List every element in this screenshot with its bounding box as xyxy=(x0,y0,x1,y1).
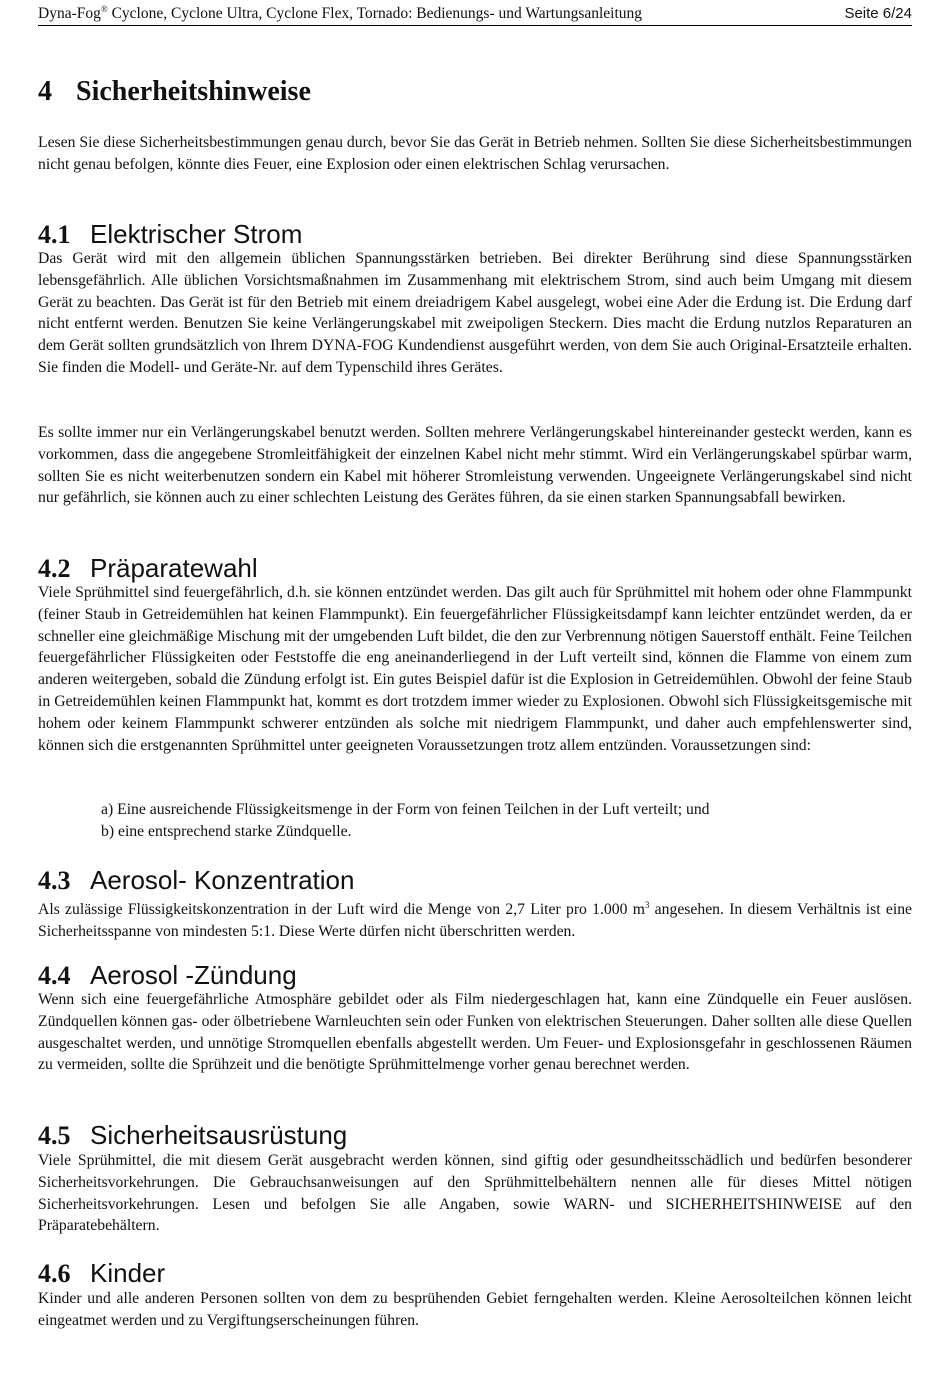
requirements-list xyxy=(101,799,710,843)
section-4-1-paragraph-2: Es sollte immer nur ein Verlängerungskabel benutzt werden. Sollten mehrere Verlängerungskabel hintereinander gesteckt werden, kann es vorkommen, dass die angegebene Stromleitfähigkeit der einzelnen Kabel nicht mehr stimmt. Wird ein Verlängerungskabel spürbar warm, sollten Sie es nicht weiterbenutzen sondern ein Kabel mit höherer Stromleistung verwenden. Ungeeignete Verlängerungskabel sind nicht nur gefährlich, sie können auch zu einer schlechten Leistung des Gerätes führen, da sie einen starken Spannungsabfall bewirken. xyxy=(38,424,912,507)
header-title: Dyna-Fog® Cyclone, Cyclone Ultra, Cyclone Flex, Tornado: Bedienungs- und Wartungsanleitung xyxy=(38,4,643,23)
section-4-1-paragraph-1: Das Gerät wird mit den allgemein üblichen Spannungsstärken betrieben. Bei direkter Berührung sind diese Spannungsstärken lebensgefährlich. Alle üblichen Vorsichtsmaßnahmen im Zusammenhang mit elektrischem Strom, sind auch beim Umgang mit diesem Gerät zu beachten. Das Gerät ist für den Betrieb mit einem dreiadrigem Kabel ausgelegt, wobei eine Ader die Erdung ist. Die Erdung darf nicht entfernt werden. Benutzen Sie keine Verlängerungskabel mit zweipoligen Steckern. Dies macht die Erdung nutzlos Reparaturen an dem Gerät sollten grundsätzlich von Ihrem DYNA-FOG Kundendienst ausgeführt werden, von dem Sie auch Original-Ersatzteile erhalten. Sie finden die Modell- und Geräte-Nr. auf dem Typenschild ihres Gerätes. xyxy=(38,250,912,376)
chapter-number: 4 xyxy=(38,76,52,107)
chapter-title: Sicherheitshinweise xyxy=(76,76,311,107)
page-number: Seite 6/24 xyxy=(844,5,912,23)
list-item: a) Eine ausreichende Flüssigkeitsmenge in der Form von feinen Teilchen in der Luft verteilt; und xyxy=(101,801,710,818)
chapter-heading xyxy=(38,76,311,108)
section-4-4-paragraph-1: Wenn sich eine feuergefährliche Atmosphäre gebildet oder als Film niedergeschlagen hat, kann eine Zündquelle ein Feuer auslösen. Zündquellen können gas- oder ölbetriebene Warnleuchten sein oder Funken von elektrischen Steuerungen. Daher sollten alle diese Quellen ausgeschaltet werden, und unnötige Stromquellen ebenfalls abgestellt werden. Um Feuer- und Explosionsgefahr in geschlossenen Räumen zu vermeiden, sollte die Sprühzeit und die benötigte Sprühmittelmenge vorher genau berechnet werden. xyxy=(38,991,912,1074)
list-item: b) eine entsprechend starke Zündquelle. xyxy=(101,822,352,840)
section-heading-4-6: 4.6 Kinder xyxy=(38,1258,166,1288)
section-4-3-paragraph-1: Als zulässige Flüssigkeitskonzentration in der Luft wird die Menge von 2,7 Liter pro 1.000 $m^3$ angesehen. In diesem Verhältnis ist eine Sicherheitsspanne von mindesten 5:1. Diese Werte dürfen nicht überschritten werden. xyxy=(38,900,913,941)
section-heading-4-4: 4.4 Aerosol -Zündung xyxy=(38,960,297,990)
section-4-2-paragraph-1: Viele Sprühmittel sind feuergefährlich, d.h. sie können entzündet werden. Das gilt auch für Sprühmittel mit hohem oder ohne Flammpunkt (feiner Staub in Getreidemühlen hat keinen Flammpunkt). Ein feuergefährlicher Flüssigkeitsdampf kann leichter entzündet werden, da er schneller eine gleichmäßige Mischung mit der umgebenden Luft bildet, die den zur Verbrennung nötigen Sauerstoff enthält. Feine Teilchen feuergefährlicher Flüssigkeiten oder Feststoffe die eng aneinanderliegend in der Luft verteilt sind, können die Flamme von einem zum anderen weitergeben, sobald die Zündung erfolgt ist. Ein gutes Beispiel dafür ist die Explosion in Getreidemühlen. Obwohl der feine Staub in Getreidemühlen keinen Flammpunkt hat, kommt es dort trotzdem immer wieder zu Explosionen. Obwohl sich Flüssigkeitsgemische mit hohem oder keinem Flammpunkt schwerer entzünden als solche mit niedrigem Flammpunkt, und daher auch empfehlenswerter sind, können sich die erstgenannten Sprühmittel unter geeigneten Voraussetzungen trotz allem entzünden. Voraussetzungen sind: xyxy=(38,584,912,754)
registered-mark: ® xyxy=(100,4,108,14)
section-heading-4-3: 4.3 Aerosol- Konzentration xyxy=(38,865,355,895)
section-heading-4-2: 4.2 Präparatewahl xyxy=(38,553,258,583)
section-heading-4-5: 4.5 Sicherheitsausrüstung xyxy=(38,1120,348,1150)
running-header xyxy=(38,4,912,26)
section-4-6-paragraph-1: Kinder und alle anderen Personen sollten von dem zu besprühenden Gebiet ferngehalten werden. Kleine Aerosolteilchen können leicht eingeatmet werden und zu Vergiftungserscheinungen führen. xyxy=(38,1290,912,1329)
section-4-5-paragraph-1: Viele Sprühmittel, die mit diesem Gerät ausgebracht werden können, sind giftig oder gesundheitsschädlich und bedürfen besonderer Sicherheitsvorkehrungen. Die Gebrauchsanweisungen auf den Sprühmittelbehältern nennen alle für dieses Mittel nötigen Sicherheitsvorkehrungen. Lesen und befolgen Sie alle Angaben, sowie WARN- und SICHERHEITSHINWEISE auf den Präparatebehältern. xyxy=(38,1152,912,1235)
chapter-intro: Lesen Sie diese Sicherheitsbestimmungen genau durch, bevor Sie das Gerät in Betrieb nehmen. Sollten Sie diese Sicherheitsbestimmungen nicht genau befolgen, könnte dies Feuer, eine Explosion oder einen elektrischen Schlag verursachen. xyxy=(38,134,912,173)
section-heading-4-1: 4.1 Elektrischer Strom xyxy=(38,219,303,249)
